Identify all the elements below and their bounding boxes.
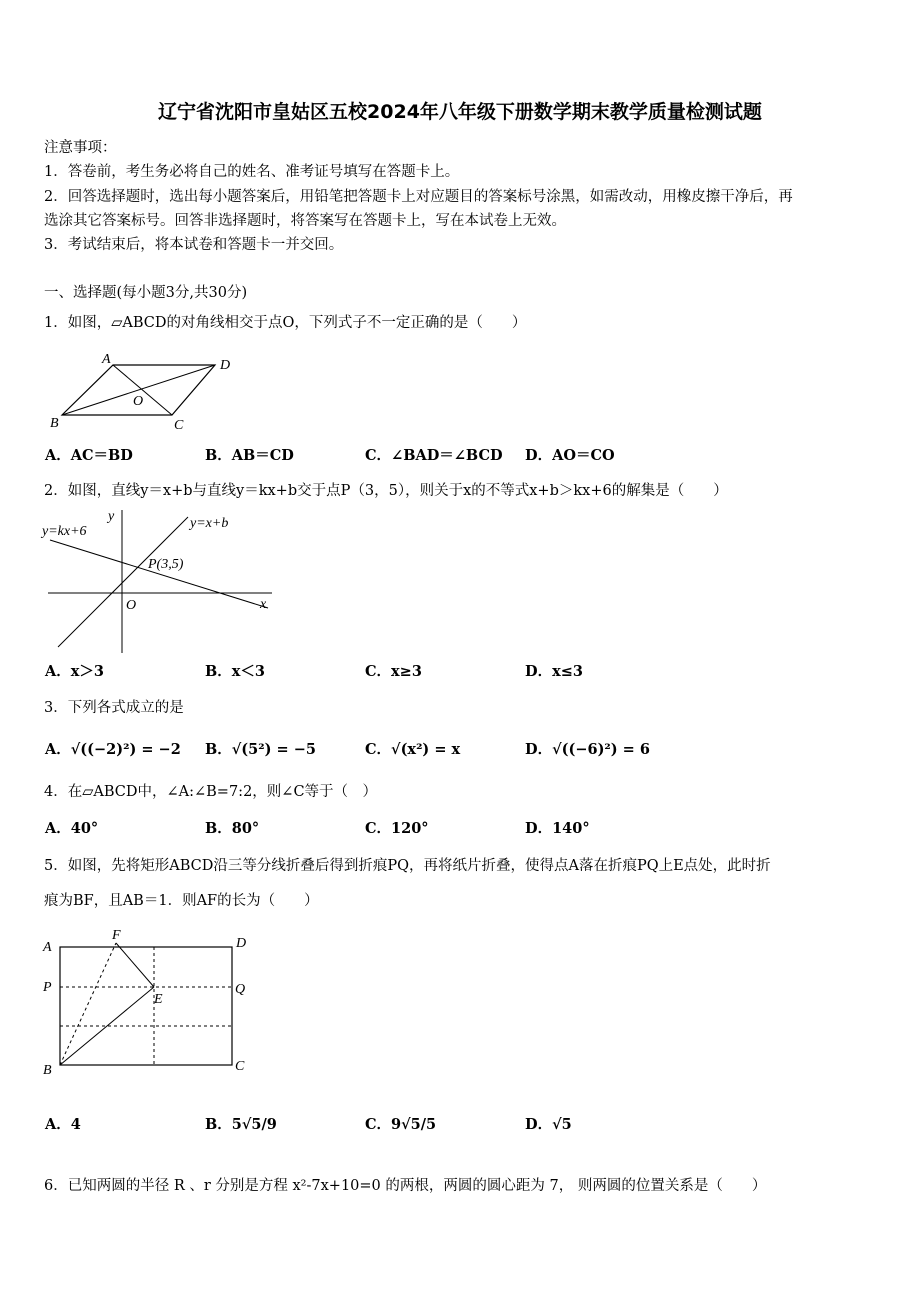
question-5-cont: 痕为BF，且AB＝1．则AF的长为（ ） [44, 893, 319, 909]
note-item: 2．回答选择题时，选出每小题答案后，用铅笔把答题卡上对应题目的答案标号涂黑，如需改动，用橡皮擦干净后，再 [44, 189, 793, 205]
option-a: A．40° [45, 820, 99, 837]
note-item: 1．答卷前，考生务必将自己的姓名、准考证号填写在答题卡上。 [44, 164, 460, 180]
svg-text:P: P [43, 980, 52, 995]
option-d: D．x≤3 [525, 663, 583, 680]
option-d: D．140° [525, 820, 590, 837]
option-c: C．∠BAD＝∠BCD [365, 447, 503, 464]
svg-text:O: O [133, 394, 144, 409]
option-c: C．120° [365, 820, 429, 837]
svg-text:C: C [235, 1059, 245, 1074]
svg-text:y: y [108, 509, 115, 524]
question-1: 1．如图，▱ABCD的对角线相交于点O，下列式子不一定正确的是（ ） [44, 315, 527, 331]
svg-text:D: D [220, 358, 231, 373]
option-a: A．√((−2)²) = −2 [45, 741, 181, 758]
svg-text:A: A [43, 940, 52, 955]
svg-text:O: O [126, 598, 137, 613]
svg-text:E: E [154, 992, 163, 1007]
option-d: D．√((−6)²) = 6 [525, 741, 650, 758]
svg-text:B: B [50, 416, 59, 431]
option-c: C．9√5/5 [365, 1116, 437, 1133]
svg-text:x: x [260, 597, 267, 612]
option-a: A．AC＝BD [45, 447, 133, 464]
option-a: A．x＞3 [45, 663, 104, 680]
svg-text:F: F [112, 928, 121, 943]
section-heading: 一、选择题(每小题3分,共30分) [44, 285, 248, 301]
option-a: A．4 [45, 1116, 81, 1133]
note-item: 3．考试结束后，将本试卷和答题卡一并交回。 [44, 237, 344, 253]
option-c: C．x≥3 [365, 663, 422, 680]
option-c: C．√(x²) = x [365, 741, 461, 758]
line-graph-figure [40, 505, 280, 657]
question-5: 5．如图，先将矩形ABCD沿三等分线折叠后得到折痕PQ，再将纸片折叠，使得点A落在折痕PQ上E点处，此时折 [44, 858, 771, 874]
option-b: B．5√5/9 [205, 1116, 277, 1133]
option-b: B．80° [205, 820, 260, 837]
svg-text:B: B [43, 1063, 52, 1078]
option-d: D．AO＝CO [525, 447, 615, 464]
question-6: 6．已知两圆的半径 R 、r 分别是方程 x²-7x+10=0 的两根，两圆的圆心距为 7， 则两圆的位置关系是（ ） [44, 1178, 767, 1194]
page-title: 辽宁省沈阳市皇姑区五校2024年八年级下册数学期末教学质量检测试题 [158, 101, 762, 123]
question-3: 3．下列各式成立的是 [44, 700, 184, 716]
svg-text:Q: Q [235, 982, 246, 997]
note-item: 选涂其它答案标号。回答非选择题时，将答案写在答题卡上，写在本试卷上无效。 [44, 213, 566, 229]
svg-text:P(3,5): P(3,5) [148, 557, 184, 572]
option-d: D．√5 [525, 1116, 572, 1133]
parallelogram-figure [40, 345, 240, 437]
question-4: 4．在▱ABCD中，∠A:∠B=7:2，则∠C等于（ ） [44, 784, 378, 800]
svg-text:D: D [236, 936, 247, 951]
option-b: B．√(5²) = −5 [205, 741, 316, 758]
svg-text:y=x+b: y=x+b [190, 516, 229, 531]
rectangle-fold-figure [40, 925, 255, 1080]
svg-text:y=kx+6: y=kx+6 [42, 524, 87, 539]
option-b: B．x＜3 [205, 663, 265, 680]
option-b: B．AB＝CD [205, 447, 294, 464]
notes-heading: 注意事项： [44, 140, 117, 156]
svg-text:C: C [174, 418, 184, 433]
svg-text:A: A [102, 352, 111, 367]
question-2: 2．如图，直线y＝x+b与直线y＝kx+b交于点P（3，5），则关于x的不等式x+b＞kx+6的解集是（ ） [44, 483, 728, 499]
